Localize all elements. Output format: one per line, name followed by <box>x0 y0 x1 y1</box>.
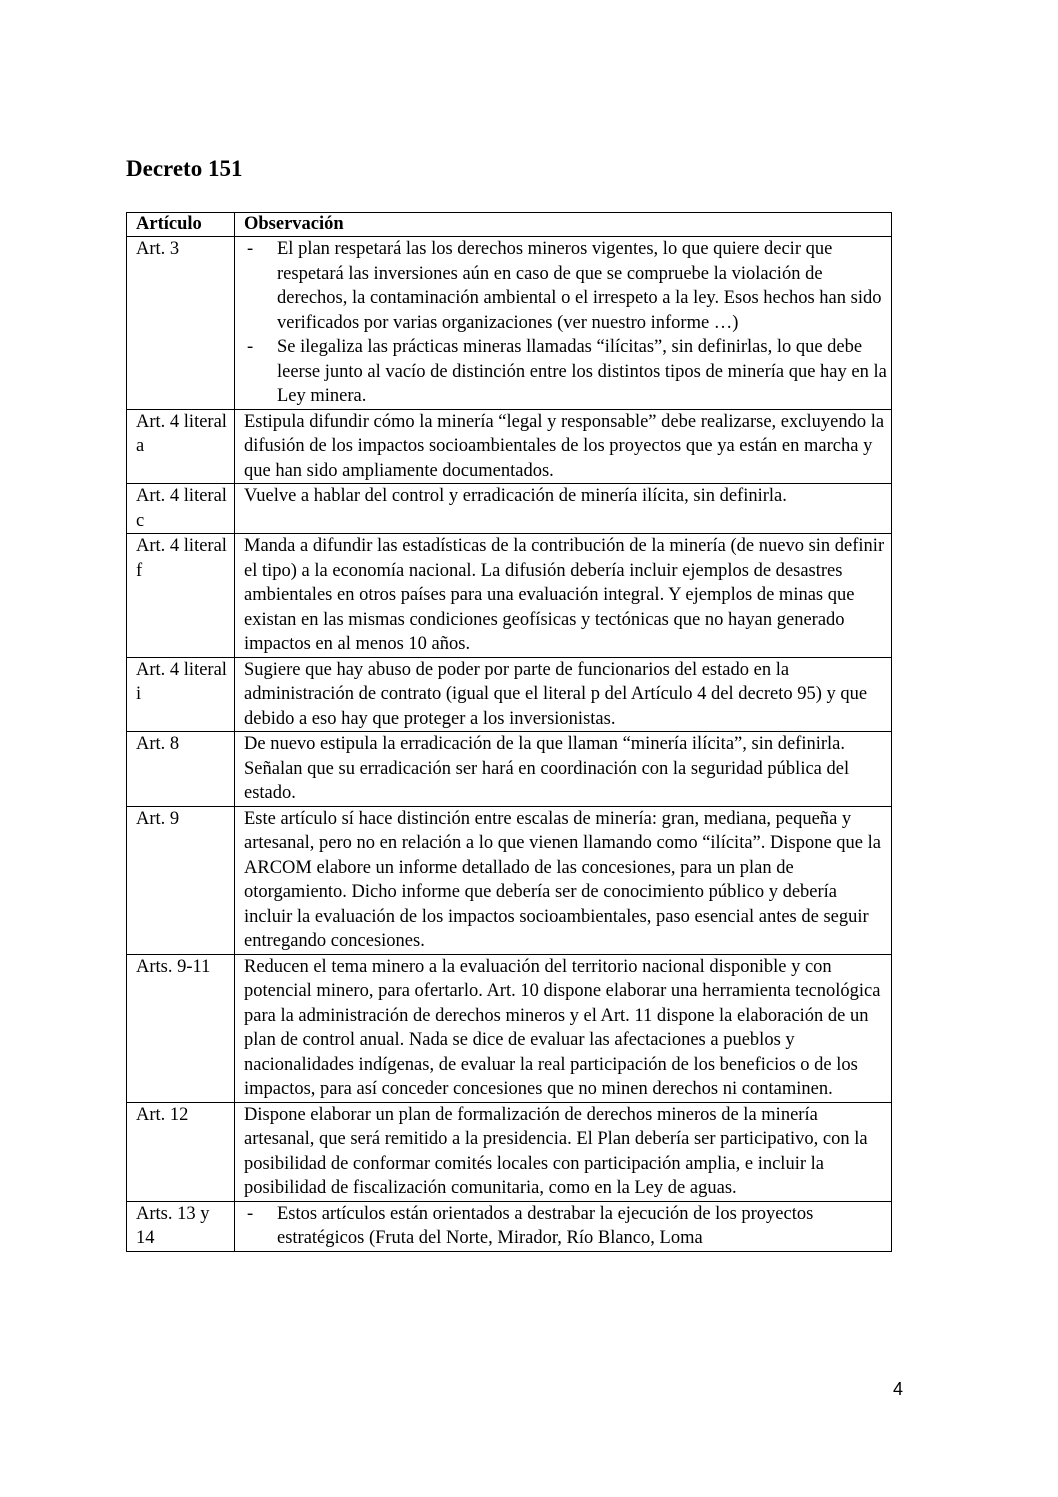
table-row <box>127 237 892 410</box>
observation-cell: Este artículo sí hace distinción entre escalas de minería: gran, mediana, pequeña y artesanal, pero no en relación a lo que vienen llamando como “ilícita”. Dispone que la ARCOM elabore un informe detallado de las concesiones, para un plan de otorgamiento. Dicho informe que debería ser de conocimiento público y debería incluir la evaluación de los impactos socioambientales, paso esencial antes de seguir entregando concesiones. <box>235 806 892 954</box>
page-number: 4 <box>893 1379 904 1399</box>
observation-bullet-list <box>244 1202 887 1251</box>
observation-bullet-text: Estos artículos están orientados a destrabar la ejecución de los proyectos estratégicos (Fruta del Norte, Mirador, Río Blanco, Loma <box>277 1203 814 1248</box>
table-row <box>127 1201 892 1251</box>
table-row <box>127 732 892 807</box>
observation-bullet-text: Se ilegaliza las prácticas mineras llamadas “ilícitas”, sin definirlas, lo que debe leerse junto al vacío de distinción entre los distintos tipos de minería que hay en la Ley minera. <box>277 337 887 406</box>
table-row <box>127 534 892 658</box>
observation-cell <box>235 1201 892 1251</box>
observation-cell: Vuelve a hablar del control y erradicación de minería ilícita, sin definirla. <box>235 484 892 534</box>
observation-cell: Estipula difundir cómo la minería “legal y responsable” debe realizarse, excluyendo la difusión de los impactos socioambientales de los proyectos que ya están en marcha y que han sido ampliamente documentados. <box>235 409 892 484</box>
article-cell: Arts. 13 y 14 <box>127 1201 235 1251</box>
article-cell: Art. 4 literal i <box>127 657 235 732</box>
table-row <box>127 954 892 1102</box>
observation-bullet <box>244 335 887 409</box>
observation-bullet-list <box>244 237 887 409</box>
table-header-row <box>127 213 892 237</box>
observation-cell: Dispone elaborar un plan de formalización de derechos mineros de la minería artesanal, que será remitido a la presidencia. El Plan debería ser participativo, con la posibilidad de conformar comités locales con participación amplia, e incluir la posibilidad de fiscalización comunitaria, como en la Ley de aguas. <box>235 1102 892 1201</box>
table-row <box>127 806 892 954</box>
article-cell: Art. 3 <box>127 237 235 410</box>
observation-cell: De nuevo estipula la erradicación de la que llaman “minería ilícita”, sin definirla. Señalan que su erradicación ser hará en coordinación con la seguridad pública del estado. <box>235 732 892 807</box>
table-row <box>127 484 892 534</box>
article-cell: Art. 9 <box>127 806 235 954</box>
observation-bullet-text: El plan respetará las los derechos mineros vigentes, lo que quiere decir que respetará las inversiones aún en caso de que se compruebe la violación de derechos, la contaminación ambiental o el irrespeto a la ley. Esos hechos han sido verificados por varias organizaciones (ver nuestro informe …) <box>277 239 882 333</box>
observations-table <box>126 212 892 1252</box>
article-cell: Art. 12 <box>127 1102 235 1201</box>
table-row <box>127 1102 892 1201</box>
table-row <box>127 409 892 484</box>
observation-cell: Reducen el tema minero a la evaluación del territorio nacional disponible y con potencial minero, para ofertarlo. Art. 10 dispone elaborar una herramienta tecnológica para la administración de derechos mineros y el Art. 11 dispone la elaboración de un plan de control anual. Nada se dice de evaluar las afectaciones a pueblos y nacionalidades indígenas, de evaluar la real participación de los beneficios o de los impactos, para así conceder concesiones que no minen derechos ni contaminen. <box>235 954 892 1102</box>
column-header-observacion: Observación <box>235 213 892 237</box>
observation-bullet <box>244 237 887 335</box>
dash-bullet-icon: - <box>247 1203 254 1224</box>
observation-bullet <box>244 1202 887 1251</box>
table-row <box>127 657 892 732</box>
page-title: Decreto 151 <box>126 156 243 181</box>
observation-cell <box>235 237 892 410</box>
article-cell: Art. 4 literal f <box>127 534 235 658</box>
dash-bullet-icon: - <box>247 239 254 259</box>
observation-cell: Sugiere que hay abuso de poder por parte de funcionarios del estado en la administración de contrato (igual que el literal p del Artículo 4 del decreto 95) y que debido a eso hay que proteger a los inversionistas. <box>235 657 892 732</box>
article-cell: Arts. 9-11 <box>127 954 235 1102</box>
dash-bullet-icon: - <box>247 337 254 357</box>
column-header-articulo: Artículo <box>127 213 235 237</box>
article-cell: Art. 4 literal c <box>127 484 235 534</box>
article-cell: Art. 4 literal a <box>127 409 235 484</box>
observation-cell: Manda a difundir las estadísticas de la contribución de la minería (de nuevo sin definir el tipo) a la economía nacional. La difusión debería incluir ejemplos de desastres ambientales en otros países para una evaluación integral. Y ejemplos de minas que existan en las mismas condiciones geofísicas y tectónicas que no hayan generado impactos en al menos 10 años. <box>235 534 892 658</box>
article-cell: Art. 8 <box>127 732 235 807</box>
